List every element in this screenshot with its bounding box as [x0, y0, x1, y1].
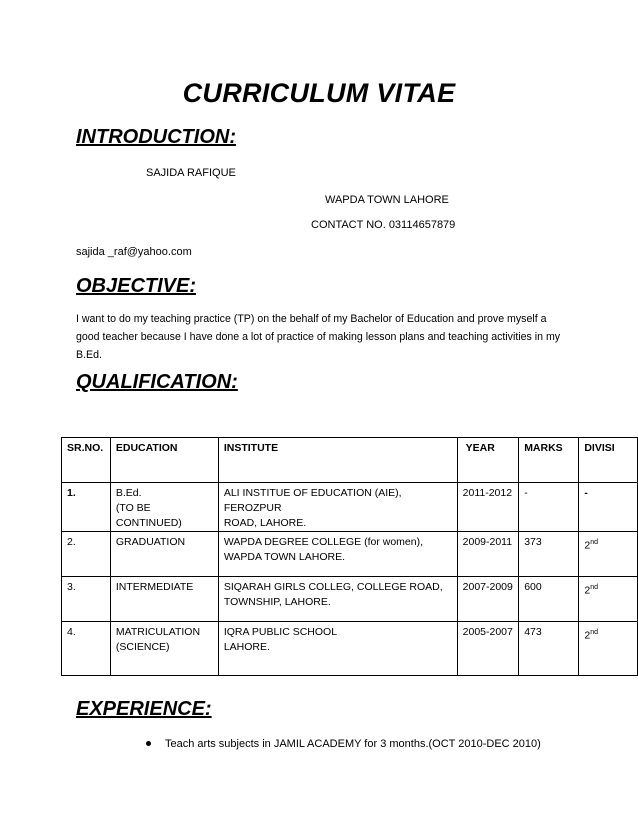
cell-education [110, 577, 218, 622]
cell-line: WAPDA TOWN LAHORE. [223, 551, 346, 563]
cell-line: MATRICULATION [115, 626, 201, 638]
experience-heading: EXPERIENCE: [76, 698, 212, 720]
table-row [62, 532, 638, 577]
objective-line: I want to do my teaching practice (TP) on the behalf of my Bachelor of Education and prove myself a [76, 313, 547, 325]
cell-marks: 373 [519, 532, 579, 577]
cell-line: GRADUATION [115, 536, 186, 548]
cell-line: LAHORE. [223, 641, 270, 653]
table-header-row [62, 438, 638, 483]
cell-education [110, 532, 218, 577]
cell-division [579, 532, 638, 577]
bullet-icon [146, 741, 151, 746]
column-header-division: DIVISI [579, 438, 638, 483]
table-row [62, 622, 638, 676]
table-row [62, 577, 638, 622]
cell-line: ROAD, LAHORE. [223, 517, 307, 529]
cell-marks: 600 [519, 577, 579, 622]
cell-education [110, 483, 218, 532]
cell-line: IQRA PUBLIC SCHOOL [223, 626, 338, 638]
cell-marks: - [519, 483, 579, 532]
division-value: 2 [584, 584, 591, 597]
cell-institute [218, 483, 457, 532]
cell-institute [218, 577, 457, 622]
cell-year: 2011-2012 [457, 483, 519, 532]
cell-line: (SCIENCE) [115, 641, 170, 653]
cell-marks: 473 [519, 622, 579, 676]
cell-division [579, 622, 638, 676]
applicant-address: WAPDA TOWN LAHORE [325, 194, 449, 206]
objective-line: B.Ed. [76, 349, 102, 361]
division-suffix: nd [590, 584, 598, 591]
cell-year: 2005-2007 [457, 622, 519, 676]
applicant-contact: CONTACT NO. 03114657879 [311, 219, 456, 231]
division-value: 2 [584, 539, 591, 552]
cell-srno: 1. [62, 483, 111, 532]
column-header-srno: SR.NO. [62, 438, 111, 483]
cell-line: (TO BE CONTINUED) [115, 502, 182, 529]
column-header-year: YEAR [457, 438, 519, 483]
cell-srno: 3. [62, 577, 111, 622]
cell-line: ALI INSTITUE OF EDUCATION (AIE), FEROZPUR [223, 487, 402, 514]
column-header-marks: MARKS [519, 438, 579, 483]
cell-division: - [579, 483, 638, 532]
cell-institute [218, 622, 457, 676]
cell-srno: 2. [62, 532, 111, 577]
cell-line: TOWNSHIP, LAHORE. [223, 596, 331, 608]
cell-line: B.Ed. [115, 487, 142, 499]
qualification-heading: QUALIFICATION: [76, 371, 238, 393]
introduction-heading: INTRODUCTION: [76, 126, 236, 148]
applicant-email: sajida _raf@yahoo.com [76, 246, 192, 258]
experience-text: Teach arts subjects in JAMIL ACADEMY for 3 months.(OCT 2010-DEC 2010) [165, 738, 541, 750]
cell-year: 2009-2011 [457, 532, 519, 577]
cell-line: WAPDA DEGREE COLLEGE (for women), [223, 536, 424, 548]
applicant-name: SAJIDA RAFIQUE [146, 167, 236, 179]
cell-line: SIQARAH GIRLS COLLEG, COLLEGE ROAD, [223, 581, 443, 593]
objective-line: good teacher because I have done a lot of practice of making lesson plans and teaching activities in my [76, 331, 561, 343]
cell-year: 2007-2009 [457, 577, 519, 622]
cell-education [110, 622, 218, 676]
cell-institute [218, 532, 457, 577]
qualification-table [61, 437, 638, 676]
division-value: 2 [584, 629, 591, 642]
table-row [62, 483, 638, 532]
column-header-education: EDUCATION [110, 438, 218, 483]
cell-srno: 4. [62, 622, 111, 676]
division-suffix: nd [590, 539, 598, 546]
document-title: CURRICULUM VITAE [182, 78, 456, 108]
objective-heading: OBJECTIVE: [76, 275, 197, 297]
cell-line: INTERMEDIATE [115, 581, 194, 593]
cell-division [579, 577, 638, 622]
experience-item [146, 738, 541, 750]
objective-text [76, 310, 566, 364]
column-header-institute: INSTITUTE [218, 438, 457, 483]
division-suffix: nd [590, 629, 598, 636]
